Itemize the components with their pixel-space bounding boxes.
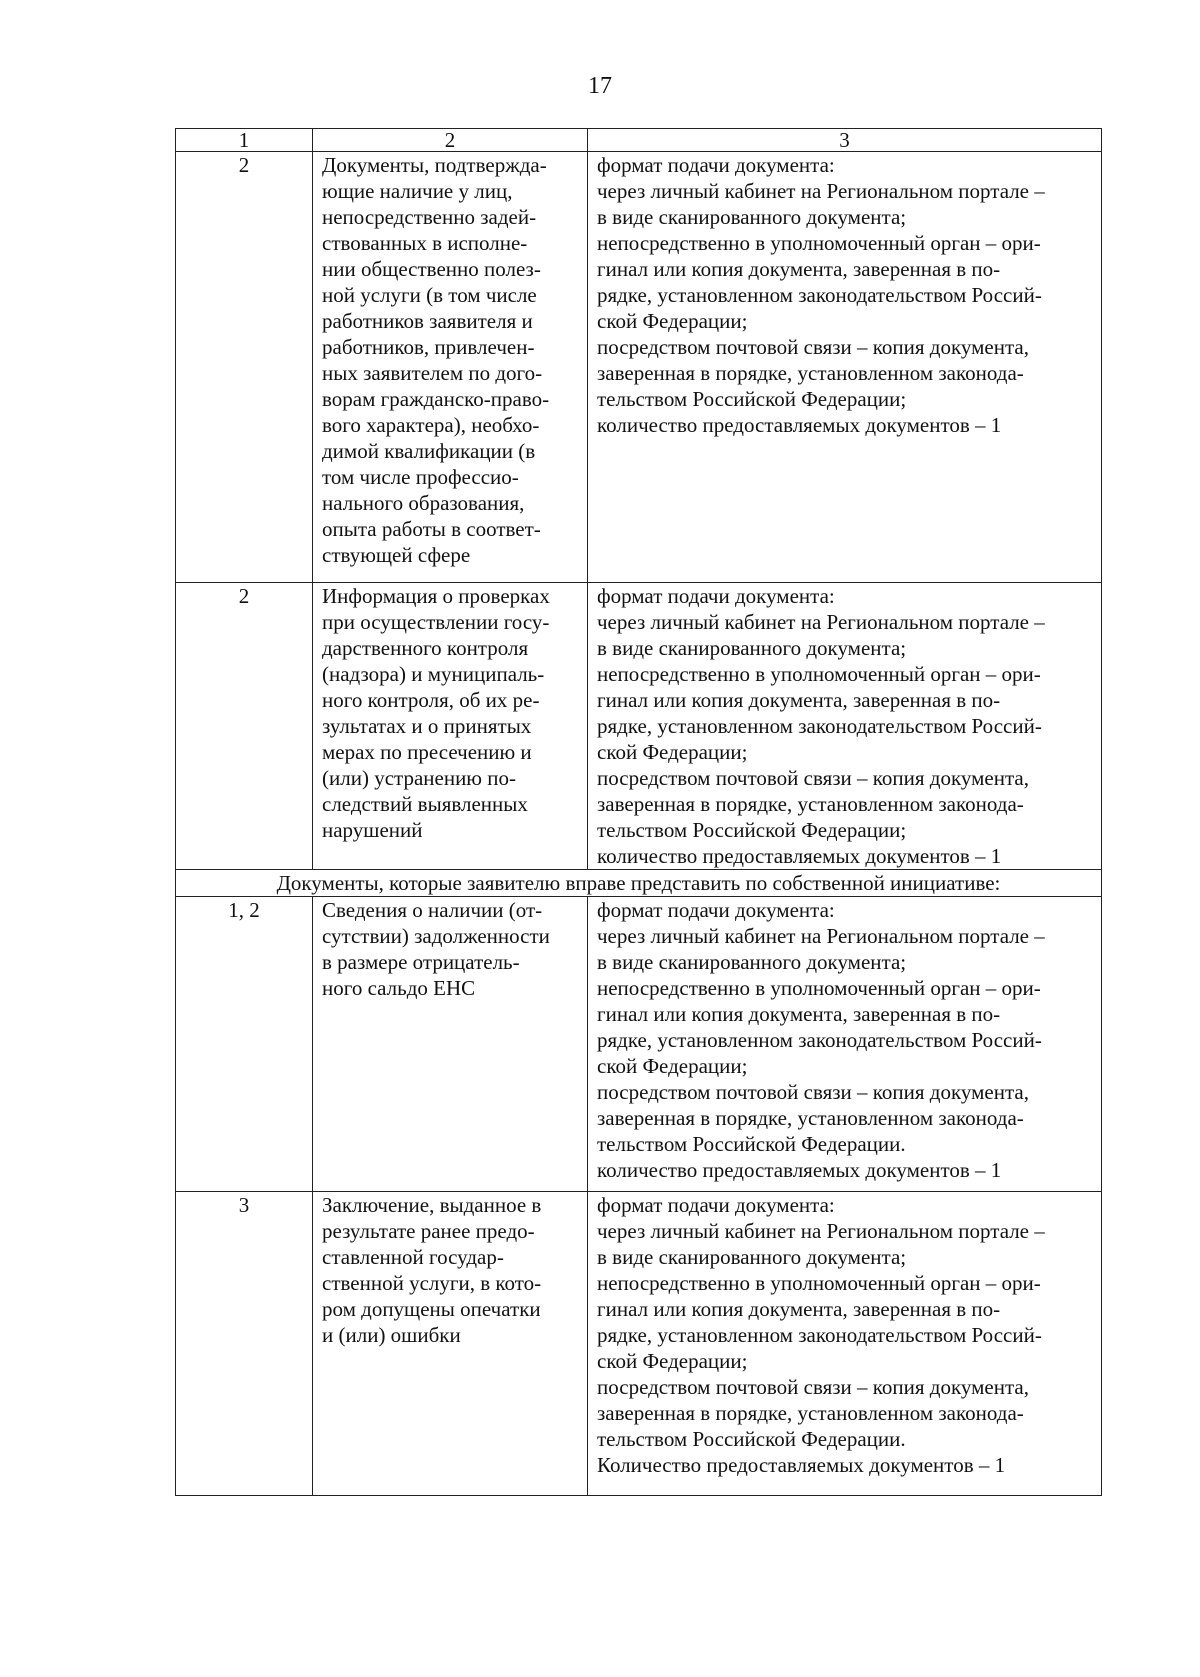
text-line: формат подачи документа: — [597, 153, 835, 177]
text-line: ской Федерации; — [597, 309, 748, 333]
text-line: заверенная в порядке, установленном законода- — [597, 361, 1024, 385]
documents-table — [175, 128, 1102, 1496]
text-line: посредством почтовой связи – копия документа, — [597, 1080, 1029, 1104]
header-cell-3: 3 — [588, 129, 1102, 152]
text-line: непосредственно в уполномоченный орган – ори- — [597, 1271, 1041, 1295]
text-line: посредством почтовой связи – копия документа, — [597, 335, 1029, 359]
text-line: в виде сканированного документа; — [597, 205, 907, 229]
text-line: в размере отрицатель- — [322, 950, 520, 974]
text-line: формат подачи документа: — [597, 584, 835, 608]
text-line: непосредственно задей- — [322, 205, 537, 229]
table-row — [176, 897, 1102, 1192]
text-line: ром допущены опечатки — [322, 1297, 541, 1321]
row-number-cell: 3 — [176, 1192, 313, 1496]
header-cell-2: 2 — [313, 129, 588, 152]
row-number-cell: 2 — [176, 583, 313, 870]
section-title: Документы, которые заявителю вправе представить по собственной инициативе: — [176, 870, 1102, 897]
document-name-cell — [313, 897, 588, 1192]
document-name-cell — [313, 583, 588, 870]
text-line: работников заявителя и — [322, 309, 533, 333]
text-line: формат подачи документа: — [597, 898, 835, 922]
text-line: Документы, подтвержда- — [322, 153, 547, 177]
text-line: ственной услуги, в кото- — [322, 1271, 542, 1295]
text-line: димой квалификации (в — [322, 439, 536, 463]
document-details-cell — [588, 1192, 1102, 1496]
text-line: непосредственно в уполномоченный орган – ори- — [597, 231, 1041, 255]
text-line: через личный кабинет на Региональном портале – — [597, 924, 1045, 948]
text-line: следствий выявленных — [322, 792, 528, 816]
section-row — [176, 870, 1102, 897]
text-line: вого характера), необхо- — [322, 413, 540, 437]
text-line: гинал или копия документа, заверенная в по- — [597, 257, 1001, 281]
text-line: тельством Российской Федерации. — [597, 1132, 906, 1156]
text-line: Сведения о наличии (от- — [322, 898, 543, 922]
text-line: ствующей сфере — [322, 543, 471, 567]
text-line: в виде сканированного документа; — [597, 636, 907, 660]
text-line: рядке, установленном законодательством Россий- — [597, 283, 1042, 307]
row-number-cell: 1, 2 — [176, 897, 313, 1192]
table-row — [176, 583, 1102, 870]
text-line: (или) устранению по- — [322, 766, 516, 790]
text-line: тельством Российской Федерации; — [597, 387, 907, 411]
text-line: мерах по пресечению и — [322, 740, 532, 764]
text-line: через личный кабинет на Региональном портале – — [597, 610, 1045, 634]
table-row — [176, 152, 1102, 583]
text-line: (надзора) и муниципаль- — [322, 662, 545, 686]
text-line: заверенная в порядке, установленном законода- — [597, 1401, 1024, 1425]
text-line: ных заявителем по дого- — [322, 361, 543, 385]
text-line: гинал или копия документа, заверенная в по- — [597, 1002, 1001, 1026]
text-line: непосредственно в уполномоченный орган – ори- — [597, 976, 1041, 1000]
text-line: рядке, установленном законодательством Россий- — [597, 1323, 1042, 1347]
document-details-cell — [588, 152, 1102, 583]
text-line: зультатах и о принятых — [322, 714, 532, 738]
text-line: ного контроля, об их ре- — [322, 688, 540, 712]
text-line: количество предоставляемых документов – 1 — [597, 413, 1002, 437]
page-number: 17 — [588, 73, 612, 99]
table-row — [176, 1192, 1102, 1496]
text-line: ствованных в исполне- — [322, 231, 528, 255]
text-line: работников, привлечен- — [322, 335, 535, 359]
text-line: в виде сканированного документа; — [597, 950, 907, 974]
text-line: нального образования, — [322, 491, 525, 515]
text-line: ной услуги (в том числе — [322, 283, 537, 307]
text-line: тельством Российской Федерации; — [597, 818, 907, 842]
text-line: заверенная в порядке, установленном законода- — [597, 1106, 1024, 1130]
text-line: гинал или копия документа, заверенная в по- — [597, 688, 1001, 712]
text-line: количество предоставляемых документов – 1 — [597, 844, 1002, 868]
text-line: посредством почтовой связи – копия документа, — [597, 766, 1029, 790]
text-line: ного сальдо ЕНС — [322, 976, 476, 1000]
text-line: дарственного контроля — [322, 636, 529, 660]
document-details-cell — [588, 897, 1102, 1192]
text-line: ской Федерации; — [597, 1349, 748, 1373]
text-line: том числе профессио- — [322, 465, 519, 489]
text-line: нии общественно полез- — [322, 257, 541, 281]
text-line: заверенная в порядке, установленном законода- — [597, 792, 1024, 816]
text-line: рядке, установленном законодательством Россий- — [597, 714, 1042, 738]
text-line: нарушений — [322, 818, 423, 842]
text-line: через личный кабинет на Региональном портале – — [597, 1219, 1045, 1243]
text-line: Заключение, выданное в — [322, 1193, 542, 1217]
text-line: непосредственно в уполномоченный орган – ори- — [597, 662, 1041, 686]
text-line: тельством Российской Федерации. — [597, 1427, 906, 1451]
row-number-cell: 2 — [176, 152, 313, 583]
text-line: сутствии) задолженности — [322, 924, 550, 948]
text-line: ской Федерации; — [597, 1054, 748, 1078]
text-line: гинал или копия документа, заверенная в по- — [597, 1297, 1001, 1321]
text-line: опыта работы в соответ- — [322, 517, 541, 541]
text-line: Информация о проверках — [322, 584, 550, 608]
text-line: ворам гражданско-право- — [322, 387, 550, 411]
text-line: через личный кабинет на Региональном портале – — [597, 179, 1045, 203]
header-cell-1: 1 — [176, 129, 313, 152]
text-line: результате ранее предо- — [322, 1219, 535, 1243]
text-line: рядке, установленном законодательством Россий- — [597, 1028, 1042, 1052]
text-line: посредством почтовой связи – копия документа, — [597, 1375, 1029, 1399]
text-line: в виде сканированного документа; — [597, 1245, 907, 1269]
document-name-cell — [313, 1192, 588, 1496]
text-line: при осуществлении госу- — [322, 610, 550, 634]
text-line: Количество предоставляемых документов – 1 — [597, 1453, 1006, 1477]
text-line: ставленной государ- — [322, 1245, 504, 1269]
text-line: формат подачи документа: — [597, 1193, 835, 1217]
text-line: количество предоставляемых документов – 1 — [597, 1158, 1002, 1182]
text-line: и (или) ошибки — [322, 1323, 461, 1347]
text-line: ской Федерации; — [597, 740, 748, 764]
text-line: ющие наличие у лиц, — [322, 179, 513, 203]
table-header-row — [176, 129, 1102, 152]
document-name-cell — [313, 152, 588, 583]
document-details-cell — [588, 583, 1102, 870]
